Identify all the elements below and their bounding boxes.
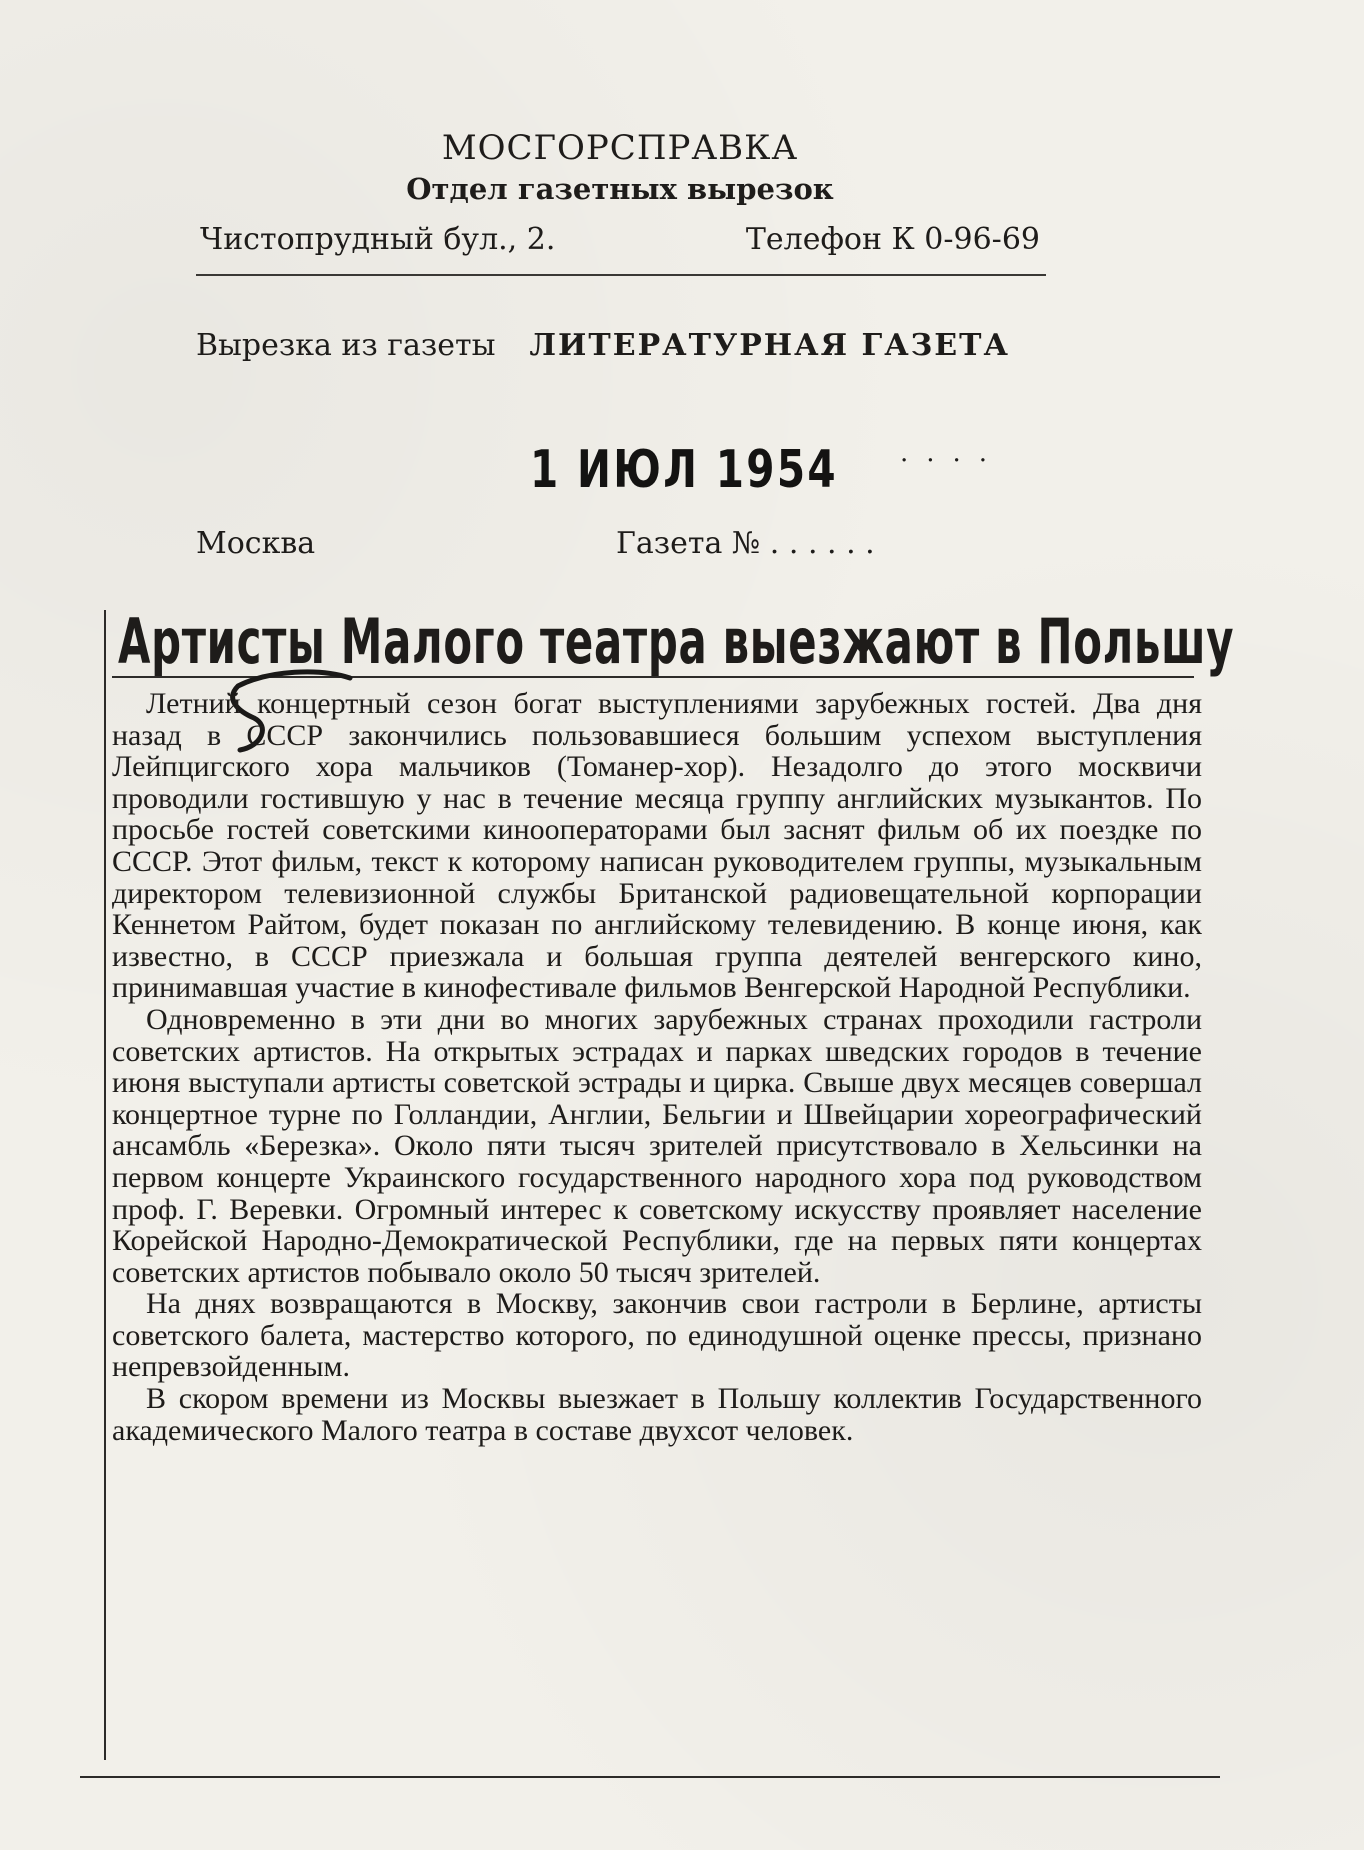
paragraph: На днях возвращаются в Москву, закончив свои гастроли в Берлине, артисты советского балета, мастерство которого, по единодушной оценке прессы, признано непревзойденным. — [112, 1287, 1202, 1384]
letterhead — [200, 128, 1040, 208]
clipping-left-edge — [104, 610, 106, 1760]
paragraph: Одновременно в эти дни во многих зарубежных странах проходили гастроли советских артистов. На открытых эстрадах и парках шведских городов в течение июня выступали артисты советской эстрады и цирка. Свыше двух месяцев совершал концертное турне по Голландии, Англии, Бельгии и Швейцарии хореографический ансамбль «Березка». Около пяти тысяч зрителей присутствовало в Хельсинки на первом концерте Украинского государственного народного хора под руководством проф. Г. Веревки. Огромный интерес к советскому искусству проявляет население Корейской Народно-Демократической Республики, где на первых пяти концертах советских артистов побывало около 50 тысяч зрителей. — [112, 1002, 1202, 1289]
department-name: Отдел газетных вырезок — [406, 172, 834, 206]
newspaper-name: ЛИТЕРАТУРНАЯ ГАЗЕТА — [529, 328, 1010, 363]
issue-number: Газета № . . . . . . — [616, 526, 875, 561]
paragraph: Летний концертный сезон богат выступлениями зарубежных гостей. Два дня назад в СССР закончились пользовавшиеся большим успехом выступления Лейпцигского хора мальчиков (Томанер-хор). Незадолго до этого москвичи проводили гостившую у нас в течение месяца группу английских музыкантов. По просьбе гостей советскими кинооператорами был заснят фильм об их поездке по СССР. Этот фильм, текст к которому написан руководителем группы, музыкальным директором телевизионной службы Британской радиовещательной корпорации Кеннетом Райтом, будет показан по английскому телевидению. В конце июня, как известно, в СССР приезжала и большая группа деятелей венгерского кино, принимавшая участие в кинофестивале фильмов Венгерской Народной Республики. — [112, 687, 1202, 1005]
source-label: Вырезка из газеты — [196, 328, 496, 363]
phone: Телефон К 0-96-69 — [745, 222, 1040, 257]
article-headline: Артисты Малого театра выезжают в Польшу — [118, 605, 1235, 678]
clipping-bottom-edge — [80, 1776, 1220, 1778]
paragraph: В скором времени из Москвы выезжает в Польшу коллектив Государственного академического Малого театра в составе двухсот человек. — [112, 1382, 1202, 1447]
organization-name: МОСГОРСПРАВКА — [441, 128, 799, 168]
city-issue-line — [196, 526, 1056, 561]
article-body — [112, 688, 1202, 1446]
address: Чистопрудный бул., 2. — [200, 222, 556, 257]
header-rule — [196, 274, 1046, 276]
date-stamp: 1 ИЮЛ 1954 — [530, 440, 839, 500]
contact-row — [200, 222, 1040, 257]
dotted-filler: .... — [900, 438, 1006, 468]
source-line — [196, 328, 1010, 363]
city: Москва — [196, 526, 316, 561]
